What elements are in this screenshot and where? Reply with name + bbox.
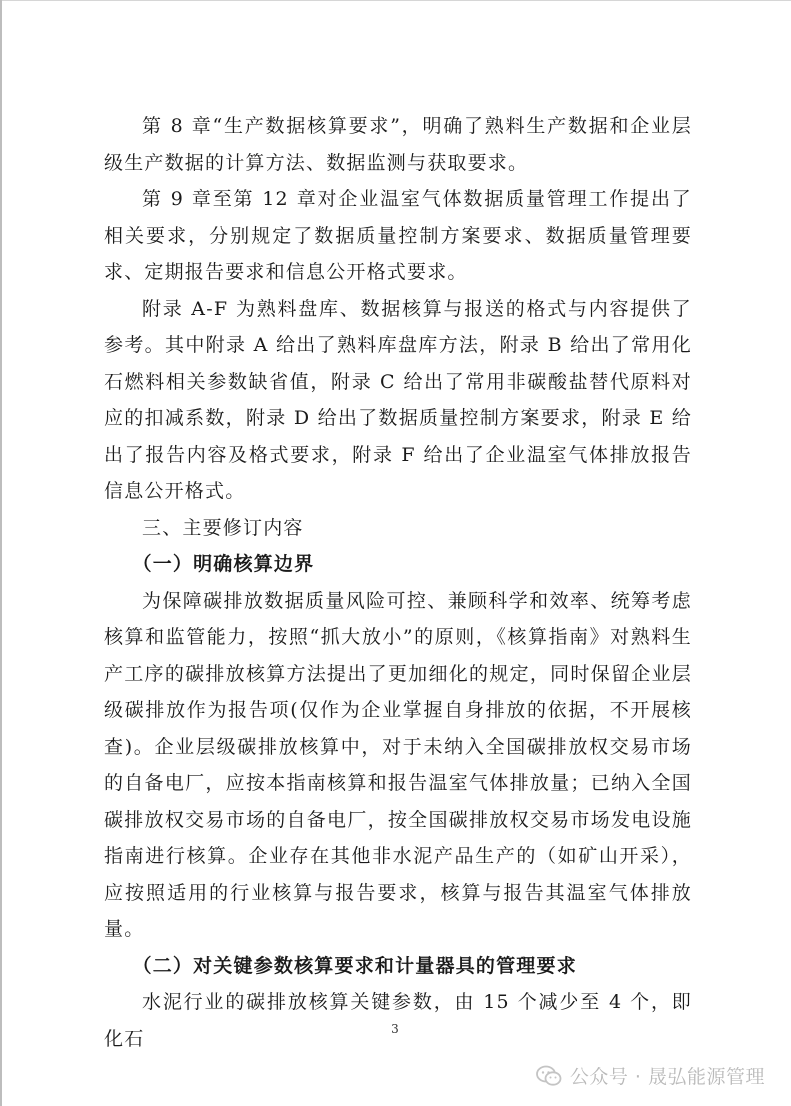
paragraph-chapter-8: 第 8 章“生产数据核算要求”，明确了熟料生产数据和企业层级生产数据的计算方法、数据监测与获取要求。 (104, 115, 692, 174)
page-top-border (0, 0, 791, 1)
document-body (104, 108, 692, 1057)
paragraph-appendix: 附录 A-F 为熟料盘库、数据核算与报送的格式与内容提供了参考。其中附录 A 给出了熟料库盘库方法，附录 B 给出了常用化石燃料相关参数缺省值，附录 C 给出了常用非碳酸盐替代原料对应的扣减系数，附录 D 给出了数据质量控制方案要求，附录 E 给出了报告内容及格式要求，附录 F 给出了企业温室气体排放报告信息公开格式。 (104, 297, 692, 502)
page-left-border (0, 0, 2, 1106)
page-number: 3 (391, 1022, 399, 1036)
section-heading: 三、主要修订内容 (142, 516, 304, 539)
subsection-1-title: （一）明确核算边界 (132, 553, 315, 575)
watermark-text: 公众号 · 晟弘能源管理 (569, 1066, 765, 1088)
wechat-icon (536, 1065, 562, 1087)
watermark (536, 1062, 765, 1089)
subsection-2-title: （二）对关键参数核算要求和计量器具的管理要求 (132, 954, 577, 977)
subsection-1-paragraph: 为保障碳排放数据质量风险可控、兼顾科学和效率、统筹考虑核算和监管能力，按照“抓大放小”的原则，《核算指南》对熟料生产工序的碳排放核算方法提出了更加细化的规定，同时保留企业层级碳排放作为报告项(仅作为企业掌握自身排放的依据，不开展核查)。企业层级碳排放核算中，对于未纳入全国碳排放权交易市场的自备电厂，应按本指南核算和报告温室气体排放量；已纳入全国碳排放权交易市场的自备电厂，按全国碳排放权交易市场发电设施指南进行核算。企业存在其他非水泥产品生产的（如矿山开采），应按照适用的行业核算与报告要求，核算与报告其温室气体排放量。 (104, 589, 692, 940)
paragraph-chapter-9-12: 第 9 章至第 12 章对企业温室气体数据质量管理工作提出了相关要求，分别规定了数据质量控制方案要求、数据质量管理要求、定期报告要求和信息公开格式要求。 (104, 188, 692, 283)
subsection-2-paragraph: 水泥行业的碳排放核算关键参数，由 15 个减少至 4 个，即化石 (104, 991, 692, 1050)
